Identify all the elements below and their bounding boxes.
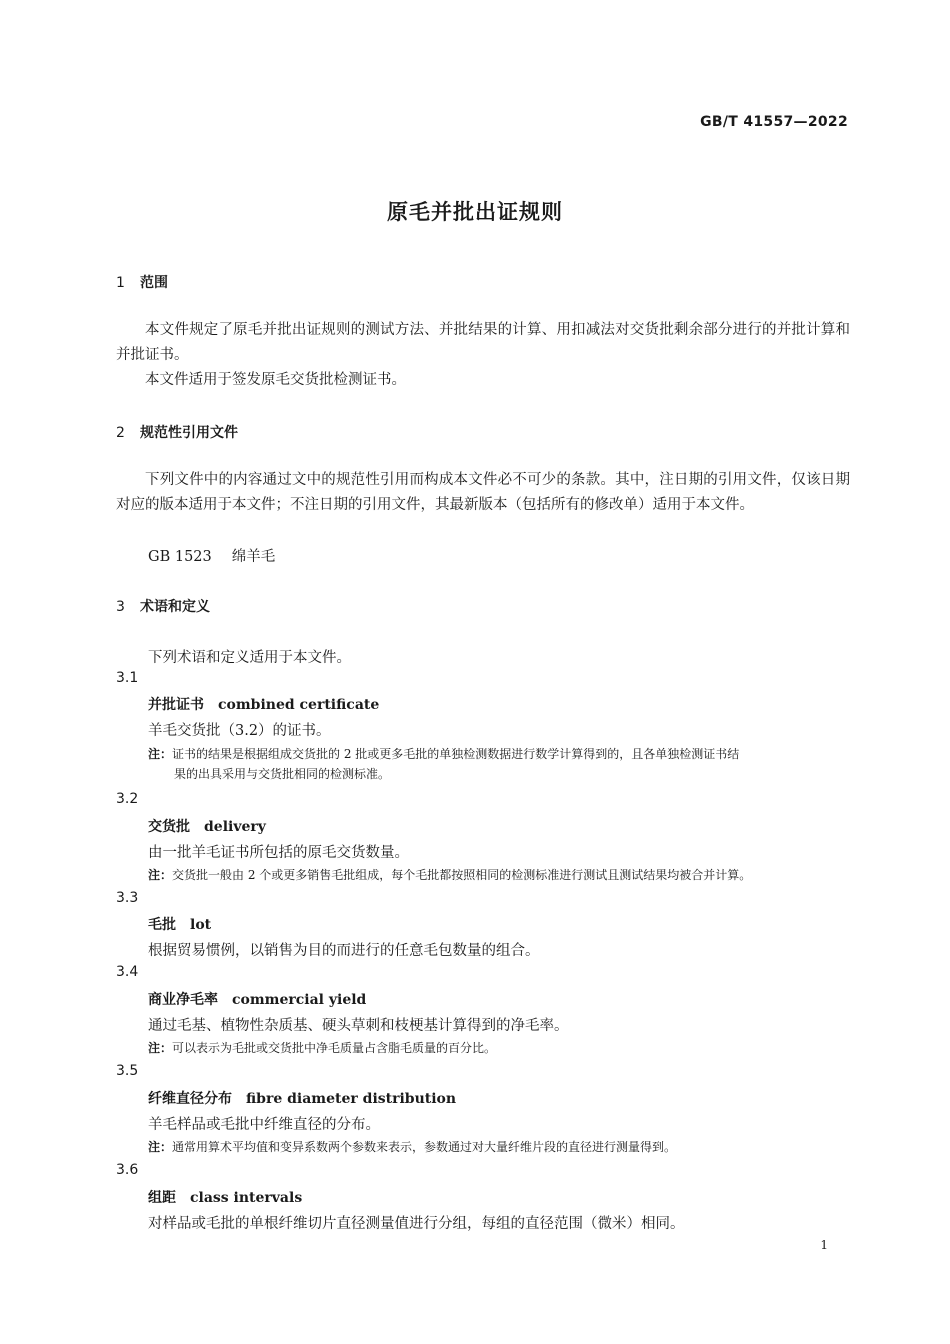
term-number: 3.3 xyxy=(116,890,139,906)
section-title: 术语和定义 xyxy=(140,599,210,615)
term-cn: 毛批 xyxy=(148,917,176,933)
term-note xyxy=(148,865,850,885)
standard-code: GB/T 41557—2022 xyxy=(700,114,848,130)
term-heading xyxy=(148,694,379,714)
term-note xyxy=(148,1038,850,1058)
note-label: 注： xyxy=(148,1140,173,1154)
term-cn: 并批证书 xyxy=(148,697,204,713)
term-en: combined certificate xyxy=(218,697,380,713)
section-1-heading xyxy=(116,272,168,292)
term-definition: 由一批羊毛证书所包括的原毛交货数量。 xyxy=(148,845,409,861)
term-heading xyxy=(148,816,266,836)
term-heading xyxy=(148,1088,456,1108)
note-text: 通常用算术平均值和变异系数两个参数来表示，参数通过对大量纤维片段的直径进行测量得到。 xyxy=(172,1140,677,1154)
term-definition: 羊毛样品或毛批中纤维直径的分布。 xyxy=(148,1117,380,1133)
section-1-paragraph-2: 本文件适用于签发原毛交货批检测证书。 xyxy=(145,372,406,388)
term-note xyxy=(148,1137,850,1157)
term-number: 3.5 xyxy=(116,1063,139,1079)
reference-name: 绵羊毛 xyxy=(231,549,276,565)
term-number: 3.6 xyxy=(116,1162,139,1178)
term-cn: 商业净毛率 xyxy=(148,992,218,1008)
section-1-paragraph-1: 本文件规定了原毛并批出证规则的测试方法、并批结果的计算、用扣减法对交货批剩余部分进行的并批计算和并批证书。 xyxy=(116,322,850,363)
section-number: 2 xyxy=(116,425,125,441)
term-definition: 根据贸易惯例，以销售为目的而进行的任意毛包数量的组合。 xyxy=(148,943,540,959)
reference-code: GB 1523 xyxy=(148,549,212,565)
term-number: 3.1 xyxy=(116,670,139,686)
term-definition: 对样品或毛批的单根纤维切片直径测量值进行分组，每组的直径范围（微米）相同。 xyxy=(148,1216,685,1232)
term-cn: 组距 xyxy=(148,1190,176,1206)
term-heading xyxy=(148,989,366,1009)
section-2-heading xyxy=(116,422,238,442)
term-number: 3.2 xyxy=(116,791,139,807)
note-text: 证书的结果是根据组成交货批的 2 批或更多毛批的单独检测数据进行数学计算得到的，且各单独检测证书结 xyxy=(172,747,740,761)
note-text: 交货批一般由 2 个或更多销售毛批组成，每个毛批都按照相同的检测标准进行测试且测试结果均被合并计算。 xyxy=(172,868,752,882)
note-label: 注： xyxy=(148,747,173,761)
term-en: delivery xyxy=(204,819,266,835)
term-number: 3.4 xyxy=(116,964,139,980)
term-en: fibre diameter distribution xyxy=(246,1091,457,1107)
section-number: 1 xyxy=(116,275,125,291)
note-label: 注： xyxy=(148,868,173,882)
section-title: 规范性引用文件 xyxy=(140,425,238,441)
section-3-intro: 下列术语和定义适用于本文件。 xyxy=(148,650,351,666)
term-en: commercial yield xyxy=(232,992,367,1008)
term-heading xyxy=(148,914,211,934)
term-cn: 纤维直径分布 xyxy=(148,1091,232,1107)
term-heading xyxy=(148,1187,302,1207)
term-definition: 羊毛交货批（3.2）的证书。 xyxy=(148,723,331,739)
section-title: 范围 xyxy=(140,275,168,291)
term-note xyxy=(148,744,850,784)
note-label: 注： xyxy=(148,1041,173,1055)
reference-item xyxy=(148,545,275,566)
term-en: class intervals xyxy=(190,1190,303,1206)
document-title: 原毛并批出证规则 xyxy=(387,200,563,224)
term-en: lot xyxy=(190,917,212,933)
page-number: 1 xyxy=(820,1238,828,1252)
note-text-continued: 果的出具采用与交货批相同的检测标准。 xyxy=(174,767,391,781)
section-2-paragraph-1: 下列文件中的内容通过文中的规范性引用而构成本文件必不可少的条款。其中，注日期的引用文件，仅该日期对应的版本适用于本文件；不注日期的引用文件，其最新版本（包括所有的修改单）适用于本文件。 xyxy=(116,472,850,513)
section-number: 3 xyxy=(116,599,125,615)
term-cn: 交货批 xyxy=(148,819,190,835)
term-definition: 通过毛基、植物性杂质基、硬头草刺和枝梗基计算得到的净毛率。 xyxy=(148,1018,569,1034)
note-text: 可以表示为毛批或交货批中净毛质量占含脂毛质量的百分比。 xyxy=(172,1041,497,1055)
section-3-heading xyxy=(116,596,210,616)
